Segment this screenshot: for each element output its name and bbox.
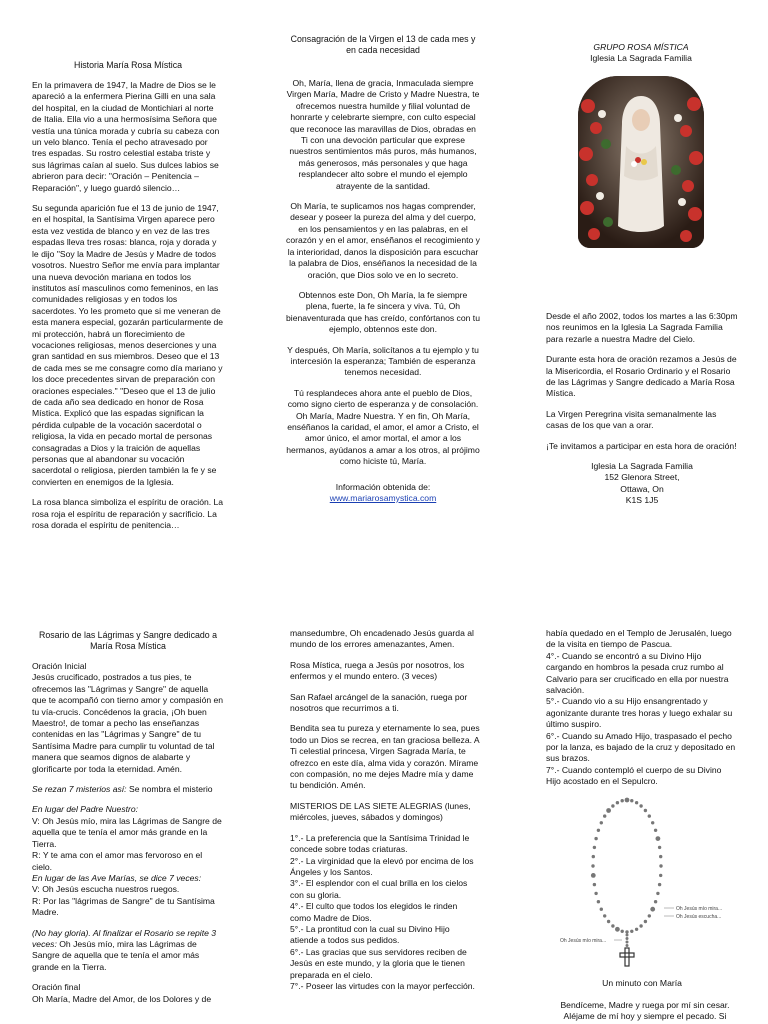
- sorrow-item: 5°.- Cuando vio a su Hijo ensangrentado y agonizante durante tres horas y luego exhalar su último suspiro.: [546, 696, 733, 730]
- rosary-bead: [594, 837, 597, 840]
- rosary-bead: [597, 829, 600, 832]
- address-line: Ottawa, On: [620, 483, 664, 494]
- sorrows-panel: [546, 628, 738, 788]
- rosary-bead: [639, 924, 642, 927]
- final-heading: Oración final: [32, 982, 81, 993]
- history-paragraph: La rosa blanca simboliza el espíritu de oración. La rosa roja el espíritu de reparación y sacrificio. La rosa dorada el espíritu de penitencia…: [32, 497, 224, 531]
- history-panel: [32, 60, 224, 540]
- our-father-label: En lugar del Padre Nuestro:: [32, 804, 139, 815]
- rosary-bead: [603, 914, 606, 917]
- rosary-bead: [625, 930, 628, 933]
- address-line: Iglesia La Sagrada Familia: [591, 461, 693, 472]
- rosary-bead: [621, 799, 624, 802]
- sorrows-intro: había quedado en el Templo de Jerusalén, luego de la visita en tiempo de Pascua.: [546, 628, 732, 650]
- rosary-title: Rosario de las Lágrimas y Sangre dedicado a María Rosa Mística: [39, 630, 217, 651]
- rosary-bead: [656, 892, 659, 895]
- rosary-bead: [621, 930, 624, 933]
- group-paragraph: La Virgen Peregrina visita semanalmente las casas de los que van a orar.: [546, 408, 717, 431]
- rosary-bead: [654, 829, 657, 832]
- versicle: V: Oh Jesús mío, mira las Lágrimas de Sangre de aquella que te tenía el amor más grande en la Tierra.: [32, 815, 222, 849]
- rosary-bead: [635, 801, 638, 804]
- rosary-bead: [626, 934, 629, 937]
- rosary-bead: [593, 846, 596, 849]
- rosary-bead: [625, 798, 630, 803]
- rosary-bead: [594, 892, 597, 895]
- joy-item: 1°.- La preferencia que la Santísima Trinidad le concede sobre todas criaturas.: [290, 832, 470, 855]
- final-prayer: Oh María, Madre del Amor, de los Dolores y de: [32, 993, 212, 1004]
- opening-heading: Oración Inicial: [32, 661, 87, 671]
- rosary-bead: [651, 821, 654, 824]
- response: R: Y te ama con el amor mas fervoroso en el cielo.: [32, 850, 203, 872]
- joys-intro: mansedumbre, Oh encadenado Jesús guarda al mundo de los errores amenazantes, Amen.: [290, 628, 474, 650]
- rosary-bead: [606, 808, 611, 813]
- joy-item: 3°.- El esplendor con el cual brilla en los cielos con su gloria.: [290, 878, 468, 900]
- joy-item: 2°.- La virginidad que la elevó por encima de los Ángeles y los Santos.: [290, 855, 474, 877]
- mysteries-italic: Se rezan 7 misterios así:: [32, 784, 127, 795]
- rosary-panel: [32, 630, 224, 1005]
- history-paragraph: En la primavera de 1947, la Madre de Dios se le apareció a la enfermera Pierina Gilli en una sala del hospital, en la ciudad de Montichiari al norte de Italia. Ella vio a una hermosísima Señora que vestía una túnica morada y cubría su cabeza con un velo blanco. Tenía el pecho atravesado por tres espadas. Su rostro celestial estaba triste y sus lágrimas caían al suelo. Sus dulces labios se abrieron para decir: "Oración – Penitencia – Reparación", y luego guardó silencio…: [32, 80, 220, 193]
- rosary-bead: [593, 883, 596, 886]
- group-paragraph: Durante esta hora de oración rezamos a Jesús de la Misericordia, el Rosario Ordinario y el Rosario de las Lágrimas y Sangre dedicado a María Rosa Mística.: [546, 354, 737, 399]
- consecration-paragraph: Tú resplandeces ahora ante el pueblo de Dios, como signo cierto de esperanza y de consolación. Oh María, Madre Nuestra. Y en fin, Oh María, enséñanos la caridad, el amor, el amor a Cristo, el amor único, el amor mortal, el amor a los hermanos, ayúdanos a amar a los otros, al prójimo como hiciste tú, María.: [286, 387, 480, 467]
- address-line: K1S 1J5: [625, 495, 659, 506]
- rosary-diagram: [556, 786, 746, 976]
- rosary-bead: [600, 908, 603, 911]
- consecration-panel: [286, 34, 480, 504]
- rosary-bead: [607, 920, 610, 923]
- sorrow-item: 4°.- Cuando se encontró a su Divino Hijo cargando en hombros la pesada cruz rumbo al Calvario para ser crucificado en ella por nuestra salvación.: [546, 650, 729, 696]
- minute-prayer: Bendíceme, Madre y ruega por mí sin cesar. Aléjame de mí hoy y siempre el pecado. Si: [560, 1000, 730, 1022]
- bendita-prayer: Bendita sea tu pureza y eternamente lo sea, pues todo un Dios se recrea, en tan graciosa belleza. A Ti celestial princesa, Virgen Sagrada María, te ofrezco en este día, alma vida y corazón. Mírame con compasión, no me dejes Madre mía y dame tu bendición. Amén.: [290, 723, 480, 791]
- rosary-bead: [597, 900, 600, 903]
- rosary-label: Oh Jesús escucha...: [676, 914, 722, 920]
- glory-rest: Oh Jesús mío, mira las Lágrimas de Sangre de aquella que te tenía el amor más grande en la Tierra.: [32, 938, 200, 972]
- rosary-bead: [659, 855, 662, 858]
- rosary-bead: [654, 900, 657, 903]
- rosary-bead: [592, 855, 595, 858]
- joys-heading: MISTERIOS DE LAS SIETE ALEGRIAS (lunes, miércoles, jueves, sábados y domingos): [290, 800, 471, 823]
- sorrow-item: 7°.- Cuando contempló el cuerpo de su Divino Hijo acostado en el Sepulcro.: [546, 764, 722, 787]
- rosary-bead: [600, 821, 603, 824]
- rosary-bead: [591, 873, 596, 878]
- rosary-label-lines: [614, 908, 674, 940]
- rosary-label: Oh Jesús mío mira...: [676, 906, 723, 912]
- rosary-bead: [635, 928, 638, 931]
- rosary-bead: [658, 883, 661, 886]
- rosary-bead: [615, 927, 620, 932]
- rosa-mistica-invocation: Rosa Mística, ruega a Jesús por nosotros, los enfermos y el mundo entero. (3 veces): [290, 659, 465, 682]
- group-title: GRUPO ROSA MÍSTICA: [593, 42, 689, 52]
- group-header: [546, 42, 736, 65]
- cross-icon: [620, 948, 634, 966]
- rosary-label: Oh Jesús mío mira...: [560, 938, 607, 944]
- rosary-bead: [626, 937, 629, 940]
- rosary-bead: [630, 930, 633, 933]
- church-address: [546, 461, 738, 507]
- group-paragraph: Desde el año 2002, todos los martes a las 6:30pm nos reunimos en la Iglesia La Sagrada Familia para rezarle a nuestra Madre del Cielo.: [546, 311, 738, 344]
- rosary-bead: [658, 846, 661, 849]
- rosary-bead: [630, 799, 633, 802]
- joy-item: 5°.- La prontitud con la cual su Divino Hijo atiende a todos sus pedidos.: [290, 923, 450, 946]
- consecration-paragraph: Y después, Oh María, solicítanos a tu ejemplo y tu intercesión la esperanza; También de esperanza tenemos necesidad.: [287, 344, 479, 378]
- rosary-bead: [644, 920, 647, 923]
- san-rafael-invocation: San Rafael arcángel de la sanación, ruega por nosotros que recurrimos a ti.: [290, 691, 468, 714]
- rosary-bead: [644, 809, 647, 812]
- group-panel: [546, 311, 738, 507]
- joys-panel: [290, 628, 480, 992]
- history-title: Historia María Rosa Mística: [73, 60, 183, 70]
- glory-instruction: [32, 928, 224, 974]
- glory-italic: (No hay gloria). Al finalizar el Rosario se repite 3 veces:: [32, 927, 217, 949]
- consecration-paragraph: Oh, María, llena de gracia, Inmaculada siempre Virgen María, Madre de Cristo y Madre Nuestra, te ofrecemos nuestra humilde y filial voluntad de honrarte y celebrarte siempre, con culto especial que reconoce las maravillas de Dios, obradas en Ti con una devoción particular que exprese nuestros sentimientos más puros, más humanos, más generosos, más personales y que haga resplandecer alto sobre el mundo el ejemplo atrayente de la santidad.: [286, 78, 480, 191]
- rosary-bead: [591, 864, 594, 867]
- joy-item: 7°.- Poseer las virtudes con la mayor perfección.: [290, 980, 475, 991]
- joy-item: 6°.- Las gracias que sus servidores reciben de Jesús en este mundo, y la gloria que le tienen preparada en el cielo.: [290, 946, 467, 980]
- mysteries-instruction: [32, 784, 224, 795]
- history-paragraph: Su segunda aparición fue el 13 de junio de 1947, en el hospital, la Santísima Virgen aparece pero esta vez vestida de blanco y en vez de las tres espadas lleva tres rosas: blanca, roja y dorada y le dijo "Soy la Madre de Jesús y Madre de todos vosotros. Nuestro Señor me envía para implantar una nueva devoción mariana en todos los institutos así masculinos como femeninos, en las comunidades religiosas y en todos los sacerdotes. Yo les prometo que si me veneran de esta manera especial, gozarán particularmente de mi protección, habrá un florecimiento de vocaciones religiosas, menos deserciones y una gran santidad en sus miembros. Deseo que el 13 de cada mes se me consagre como día mariano y los doce precedentes sirvan de preparación con oraciones especiales." "Deseo que el 13 de julio de cada año sea dedicado en honor de Rosa Mística. Explicó que las espadas significan la pérdida culpable de la vocación sacerdotal o religiosa, la vida en pecado mortal de personas consagradas a Dios y la traición de aquellas personas que al abandonar su vocación sacerdotal o religiosa, pierden también la fe y se convierten en enemigos de la Iglesia.: [32, 203, 224, 487]
- minute-title: Un minuto con María: [602, 978, 682, 988]
- source-link[interactable]: www.mariarosamystica.com: [329, 493, 437, 503]
- mysteries-rest: Se nombra el misterio: [126, 784, 213, 795]
- source-label: Información obtenida de:: [335, 481, 431, 492]
- hail-mary-label: En lugar de las Ave Marías, se dice 7 veces:: [32, 872, 202, 883]
- group-invitation: ¡Te invitamos a participar en esta hora de oración!: [546, 440, 737, 451]
- rosary-bead: [626, 944, 629, 947]
- rosary-bead: [650, 907, 655, 912]
- rosary-bead: [659, 874, 662, 877]
- rosary-bead: [648, 814, 651, 817]
- virgin-mary-photo: [578, 76, 704, 248]
- rosary-bead: [611, 924, 614, 927]
- address-line: 152 Glenora Street,: [604, 472, 680, 483]
- sorrow-item: 6°.- Cuando su Amado Hijo, traspasado el pecho por la lanza, es bajado de la cruz y depositado en sus brazos.: [546, 730, 736, 764]
- versicle: V: Oh Jesús escucha nuestros ruegos.: [32, 884, 180, 895]
- response: R: Por las "lágrimas de Sangre" de tu Santísima Madre.: [32, 895, 215, 918]
- rosary-beads: [591, 798, 663, 947]
- rosary-bead: [626, 941, 629, 944]
- rosary-bead: [639, 804, 642, 807]
- rosary-bead: [656, 836, 661, 841]
- consecration-paragraph: Obtennos este Don, Oh María, la fe siempre plena, fuerte, la fe sincera y viva. Tú, Oh bienaventurada que has creído, confórtanos con tu ejemplo, obtennos este don.: [286, 289, 480, 335]
- rosary-bead: [611, 804, 614, 807]
- joy-item: 4°.- El culto que todos los elegidos le rinden como Madre de Dios.: [290, 901, 458, 923]
- rosary-bead: [616, 801, 619, 804]
- group-subtitle: Iglesia La Sagrada Familia: [590, 53, 692, 64]
- consecration-title: Consagración de la Virgen el 13 de cada mes y en cada necesidad: [290, 34, 476, 55]
- rosary-bead: [659, 864, 662, 867]
- opening-prayer: Jesús crucificado, postrados a tus pies, te ofrecemos las "Lágrimas y Sangre" de aquella que te acompañó con tierno amor y compasión en tu vía-crucis. Concédenos la gracia, ¡Oh buen Maestro!, de tomar a pecho las enseñanzas contenidas en las "Lágrimas y Sangre" de tu Santísima Madre para cumplir tu voluntad de tal manera que seamos dignos de alabarte y glorificarte por toda la eternidad. Amén.: [32, 672, 224, 774]
- consecration-paragraph: Oh María, te suplicamos nos hagas comprender, desear y poseer la pureza del alma y del cuerpo, en los pensamientos y en las palabras, en el corazón y en el amor, enséñanos el recogimiento y la interioridad, danos la disposición para escuchar la palabra de Dios, enséñanos la necesidad de la oración, que Dios solo ve en lo secreto.: [286, 201, 480, 280]
- rosary-bead: [648, 914, 651, 917]
- rosary-bead: [603, 814, 606, 817]
